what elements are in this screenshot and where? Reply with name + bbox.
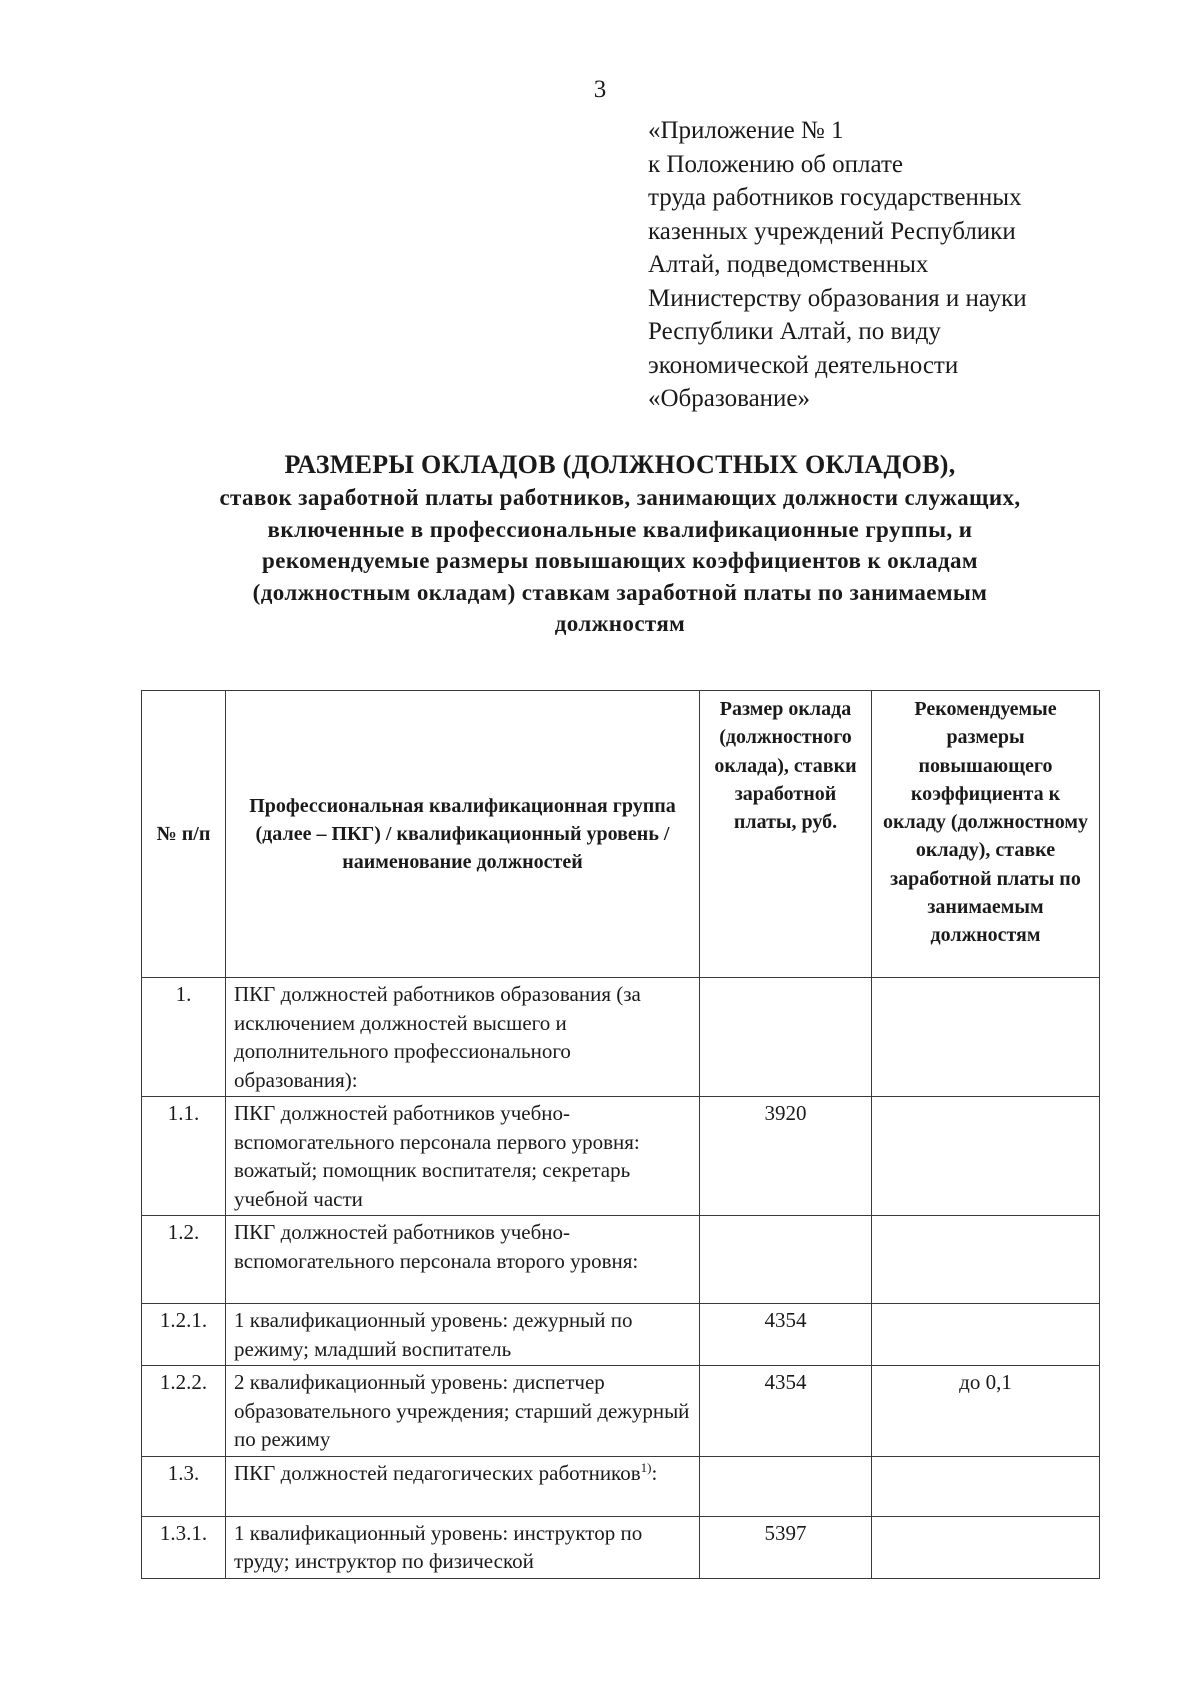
table-row <box>142 1456 1100 1516</box>
appendix-line: казенных учреждений Республики <box>648 217 1016 245</box>
row-number: 1.2.2. <box>142 1366 226 1457</box>
table-row <box>142 1366 1100 1457</box>
appendix-reference <box>648 114 1168 416</box>
row-description: ПКГ должностей работников образования (за исключением должностей высшего и дополнительного профессионального образования): <box>226 978 700 1097</box>
row-number: 1.3. <box>142 1456 226 1516</box>
page-number: 3 <box>593 76 607 103</box>
row-coefficient: до 0,1 <box>872 1366 1100 1457</box>
row-description: 1 квалификационный уровень: инструктор по труду; инструктор по физической <box>226 1516 700 1578</box>
row-number: 1.3.1. <box>142 1516 226 1578</box>
title-line: включенные в профессиональные квалификационные группы, и <box>267 516 973 542</box>
table-header-row <box>142 691 1100 978</box>
row-description: ПКГ должностей работников учебно-вспомогательного персонала второго уровня: <box>226 1216 700 1304</box>
row-salary: 4354 <box>700 1304 872 1366</box>
appendix-line: труда работников государственных <box>648 184 1022 211</box>
title-main: РАЗМЕРЫ ОКЛАДОВ (ДОЛЖНОСТНЫХ ОКЛАДОВ), <box>284 450 956 479</box>
appendix-line: Министерству образования и науки <box>648 284 1027 312</box>
document-title <box>120 448 1120 640</box>
row-coefficient <box>872 1456 1100 1516</box>
table-row <box>142 1516 1100 1578</box>
row-salary <box>700 978 872 1097</box>
row-salary: 5397 <box>700 1516 872 1578</box>
row-coefficient <box>872 1304 1100 1366</box>
row-coefficient <box>872 978 1100 1097</box>
header-group: Профессиональная квалификационная группа (далее – ПКГ) / квалификационный уровень / наименование должностей <box>226 691 700 978</box>
header-coefficient: Рекомендуемые размеры повышающего коэффициента к окладу (должностному окладу), ставке заработной платы по занимаемым должностям <box>872 691 1100 978</box>
header-salary: Размер оклада (должностного оклада), ставки заработной платы, руб. <box>700 691 872 978</box>
row-coefficient <box>872 1516 1100 1578</box>
title-line: ставок заработной платы работников, занимающих должности служащих, <box>219 485 1021 510</box>
table-row <box>142 978 1100 1097</box>
table-row <box>142 1097 1100 1216</box>
appendix-line: Республики Алтай, по виду <box>648 318 941 345</box>
row-number: 1.2.1. <box>142 1304 226 1366</box>
appendix-line: «Приложение № 1 <box>648 117 844 144</box>
row-description: 1 квалификационный уровень: дежурный по режиму; младший воспитатель <box>226 1304 700 1366</box>
table-row <box>142 1216 1100 1304</box>
row-number: 1.1. <box>142 1097 226 1216</box>
title-line: должностям <box>554 611 686 636</box>
header-number: № п/п <box>142 691 226 978</box>
row-salary <box>700 1456 872 1516</box>
row-number: 1.2. <box>142 1216 226 1304</box>
row-number: 1. <box>142 978 226 1097</box>
row-description: 2 квалификационный уровень: диспетчер образовательного учреждения; старший дежурный по режиму <box>226 1366 700 1457</box>
appendix-line: экономической деятельности <box>648 351 959 379</box>
appendix-line: «Образование» <box>648 385 811 412</box>
title-line: (должностным окладам) ставкам заработной платы по занимаемым <box>252 579 988 605</box>
row-coefficient <box>872 1097 1100 1216</box>
row-description: ПКГ должностей работников учебно-вспомогательного персонала первого уровня: вожатый; помощник воспитателя; секретарь учебной части <box>226 1097 700 1216</box>
table-row <box>142 1304 1100 1366</box>
row-description-text: ПКГ должностей педагогических работников <box>234 1460 641 1485</box>
footnote-marker: 1) <box>640 1459 652 1475</box>
row-salary <box>700 1216 872 1304</box>
row-coefficient <box>872 1216 1100 1304</box>
row-description-suffix: : <box>651 1460 658 1485</box>
row-description <box>226 1456 700 1516</box>
appendix-line: к Положению об оплате <box>648 150 903 178</box>
salary-table <box>141 690 1100 1579</box>
appendix-line: Алтай, подведомственных <box>648 251 929 278</box>
title-line: рекомендуемые размеры повышающих коэффициентов к окладам <box>262 548 978 573</box>
row-salary: 3920 <box>700 1097 872 1216</box>
row-salary: 4354 <box>700 1366 872 1457</box>
